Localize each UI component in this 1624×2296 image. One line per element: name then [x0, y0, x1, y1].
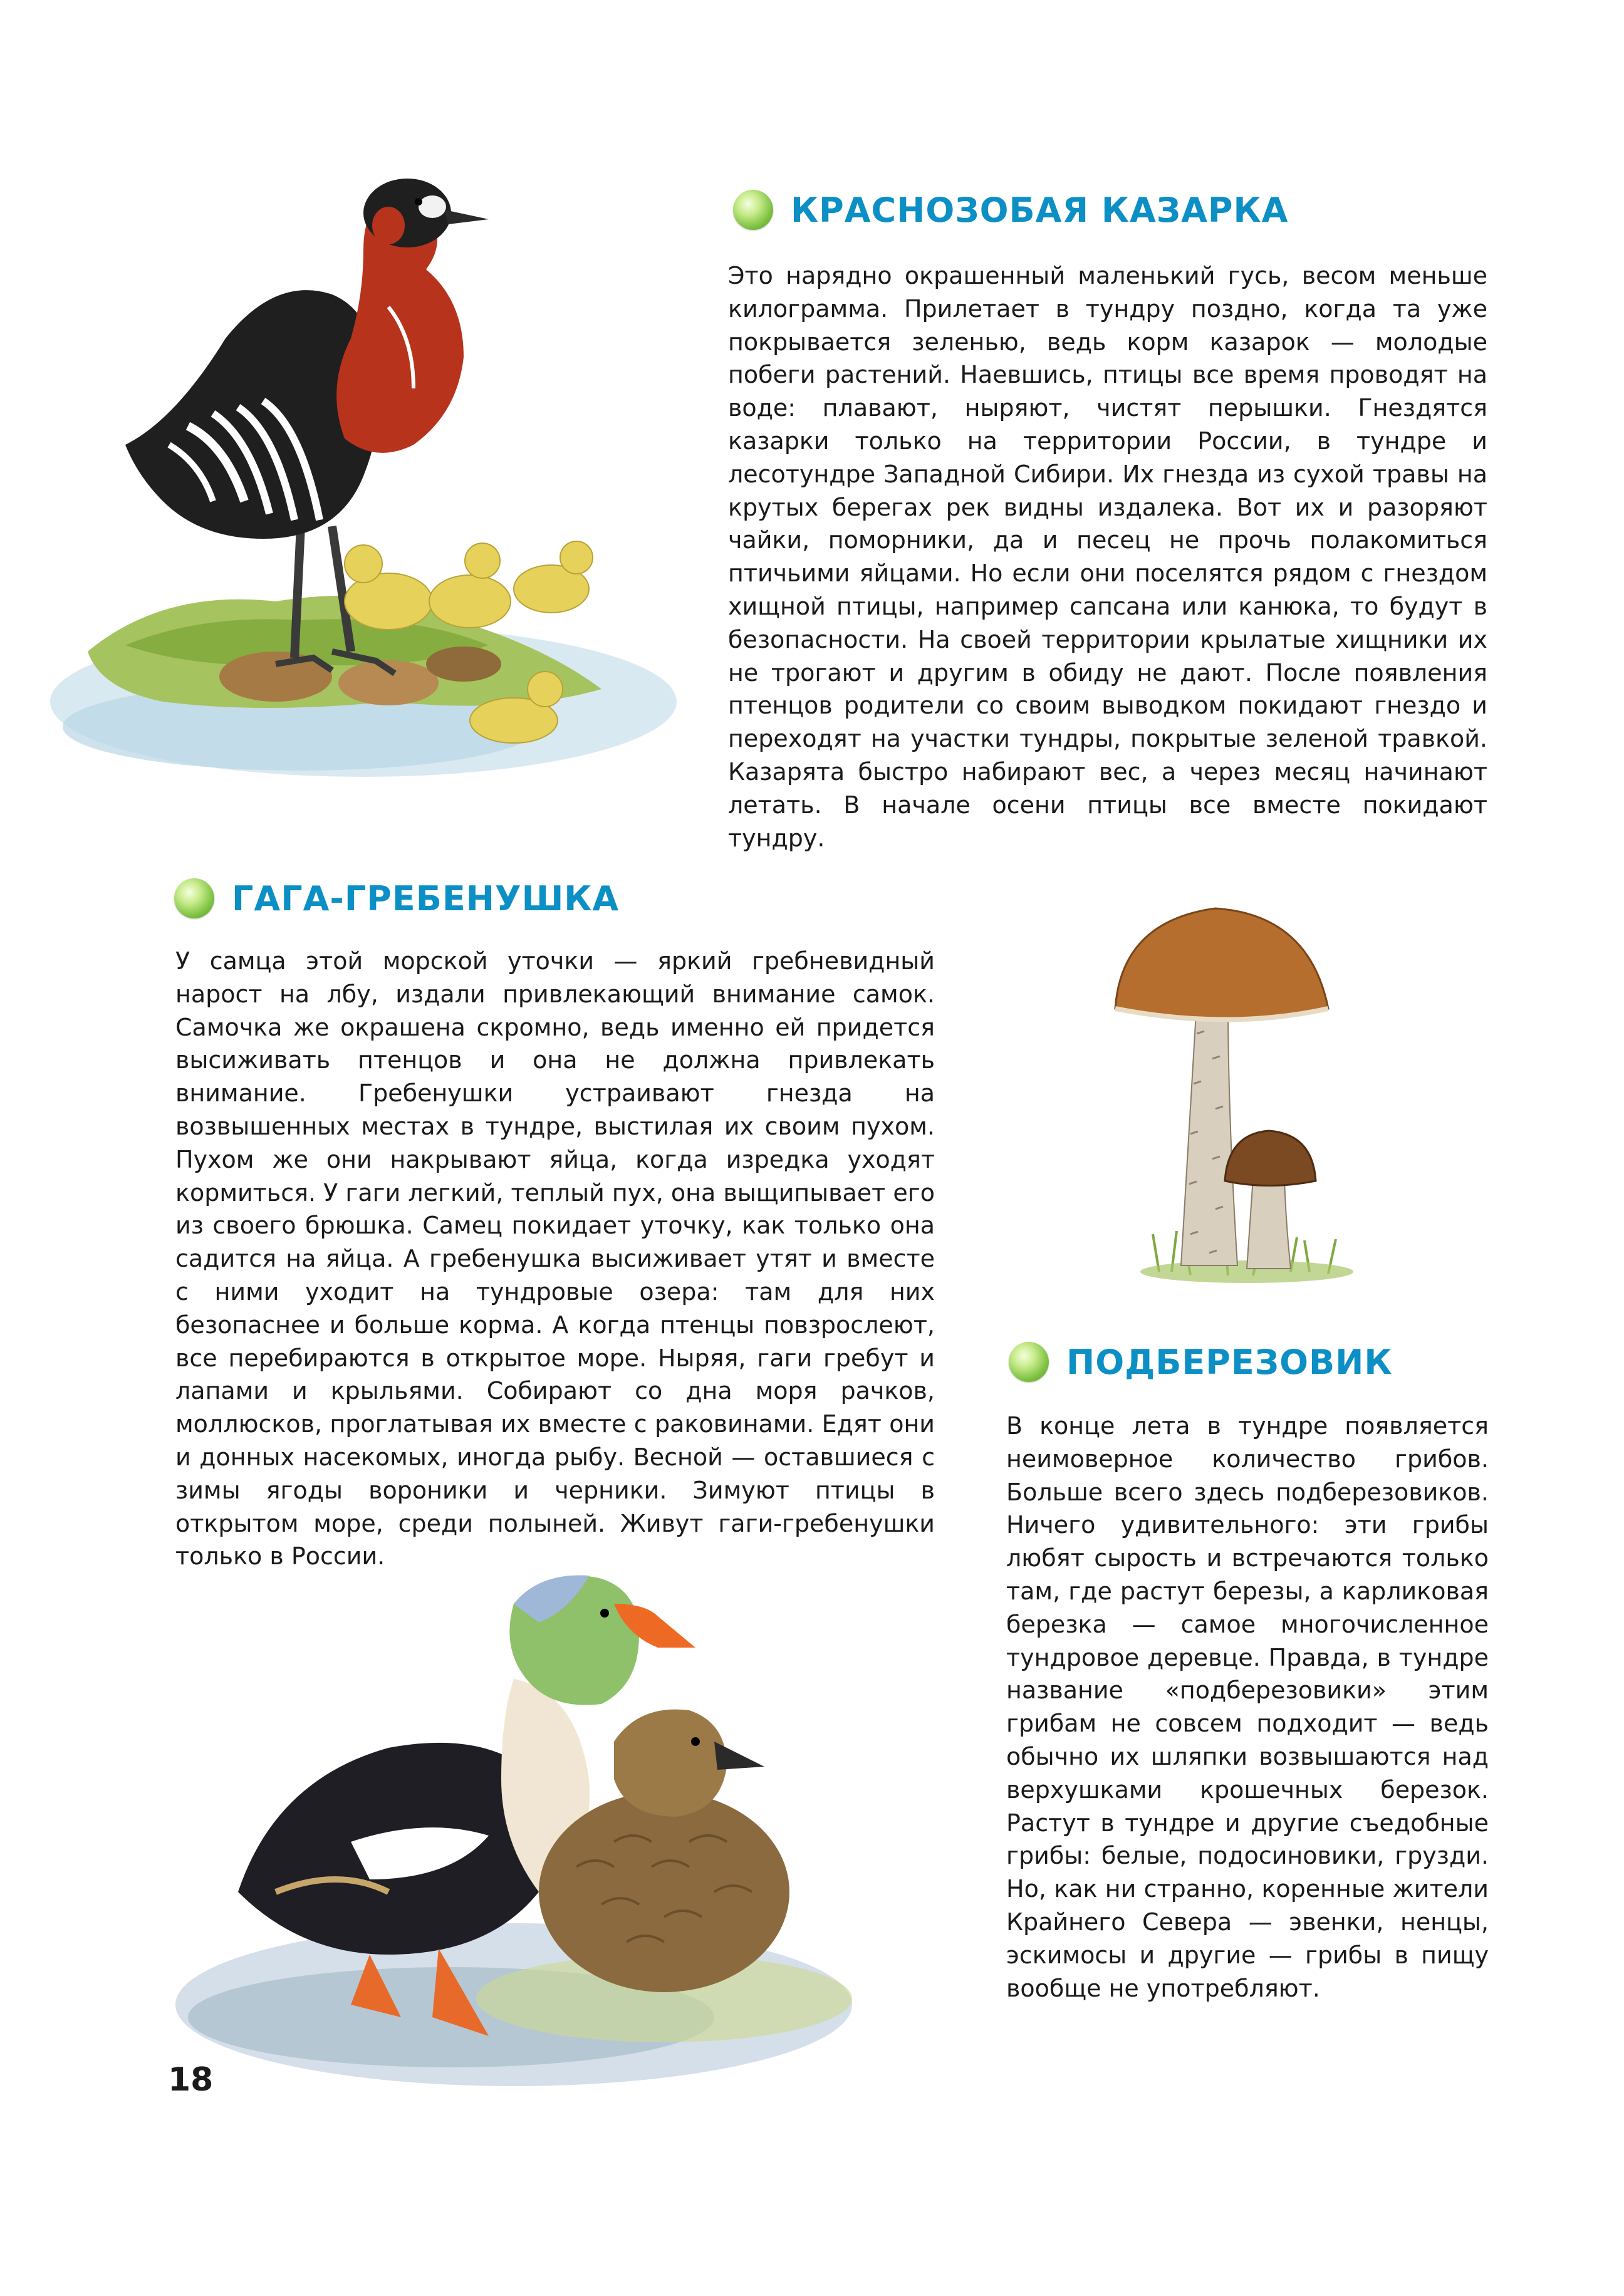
green-bullet-icon	[1009, 1342, 1049, 1382]
section-title: КРАСНОЗОБАЯ КАЗАРКА	[791, 190, 1289, 230]
section-text-podberezovik: В конце лета в тундре появляется неимоверное количество грибов. Больше всего здесь подберезовиков. Ничего удивительного: эти грибы любят сырость и встречаются только там, где растут березы, а карликовая березка — самое многочисленное тундровое деревце. Правда, в тундре название «подберезовики» этим грибам не совсем подходит — ведь обычно их шляпки возвышаются над верхушками крошечных березок. Растут в тундре и другие съедобные грибы: белые, подосиновики, грузди. Но, как ни странно, коренные жители Крайнего Севера — эвенки, ненцы, эскимосы и другие — грибы в пищу вообще не употребляют.	[1006, 1412, 1489, 2002]
section-heading-podberezovik	[1009, 1342, 1392, 1382]
section-text-gaga: У самца этой морской уточки — яркий гребневидный нарост на лбу, издали привлекающий внимание самок. Самочка же окрашена скромно, ведь именно ей придется высиживать птенцов и она не должна привлекать внимание. Гребенушки устраивают гнезда на возвышенных местах в тундре, выстилая их своим пухом. Пухом же они накрывают яйца, когда изредка уходят кормиться. У гаги легкий, теплый пух, она выщипывает его из своего брюшка. Самец покидает уточку, как только она садится на яйца. А гребенушка высиживает утят и вместе с ними уходит на тундровые озера: там для них безопаснее и больше корма. А когда птенцы повзрослеют, все перебираются в открытое море. Ныряя, гаги гребут и лапами и крыльями. Собирают со дна моря рачков, моллюсков, проглатывая их вместе с раковинами. Едят они и донных насекомых, иногда рыбу. Весной — оставшиеся с зимы ягоды вороники и черники. Зимуют птицы в открытом море, среди полыней. Живут гаги-гребенушки только в России.	[175, 947, 935, 1571]
section-heading-kazarka	[733, 190, 1288, 230]
green-bullet-icon	[174, 878, 214, 918]
mushroom-illustration	[1103, 896, 1378, 1284]
section-text-kazarka: Это нарядно окрашенный маленький гусь, весом меньше килограмма. Прилетает в тундру поздно, когда та уже покрывается зеленью, ведь корм казарок — молодые побеги растений. Наевшись, птицы все время проводят на воде: плавают, ныряют, чистят перышки. Гнездятся казарки только на территории России, в тундре и лесотундре Западной Сибири. Их гнезда из сухой травы на крутых берегах рек видны издалека. Вот их и разоряют чайки, поморники, да и песец не прочь полакомиться птичьими яйцами. Но если они поселятся рядом с гнездом хищной птицы, например сапсана или канюка, то будут в безопасности. На своей территории крылатые хищники их не трогают и другим в обиду не дают. После появления птенцов родители со своим выводком покидают гнездо и переходят на участки тундры, покрытые зеленой травкой. Казарята быстро набирают вес, а через месяц начинают летать. В начале осени птицы все вместе покидают тундру.	[728, 262, 1487, 852]
section-heading-gaga	[174, 878, 619, 918]
section-title: ПОДБЕРЕЗОВИК	[1066, 1342, 1393, 1382]
king-eider-ducks-illustration	[163, 1541, 940, 2092]
page-number: 18	[168, 2061, 214, 2099]
red-breasted-goose-illustration	[38, 150, 702, 789]
green-bullet-icon	[733, 190, 773, 230]
section-title: ГАГА-ГРЕБЕНУШКА	[232, 878, 620, 918]
